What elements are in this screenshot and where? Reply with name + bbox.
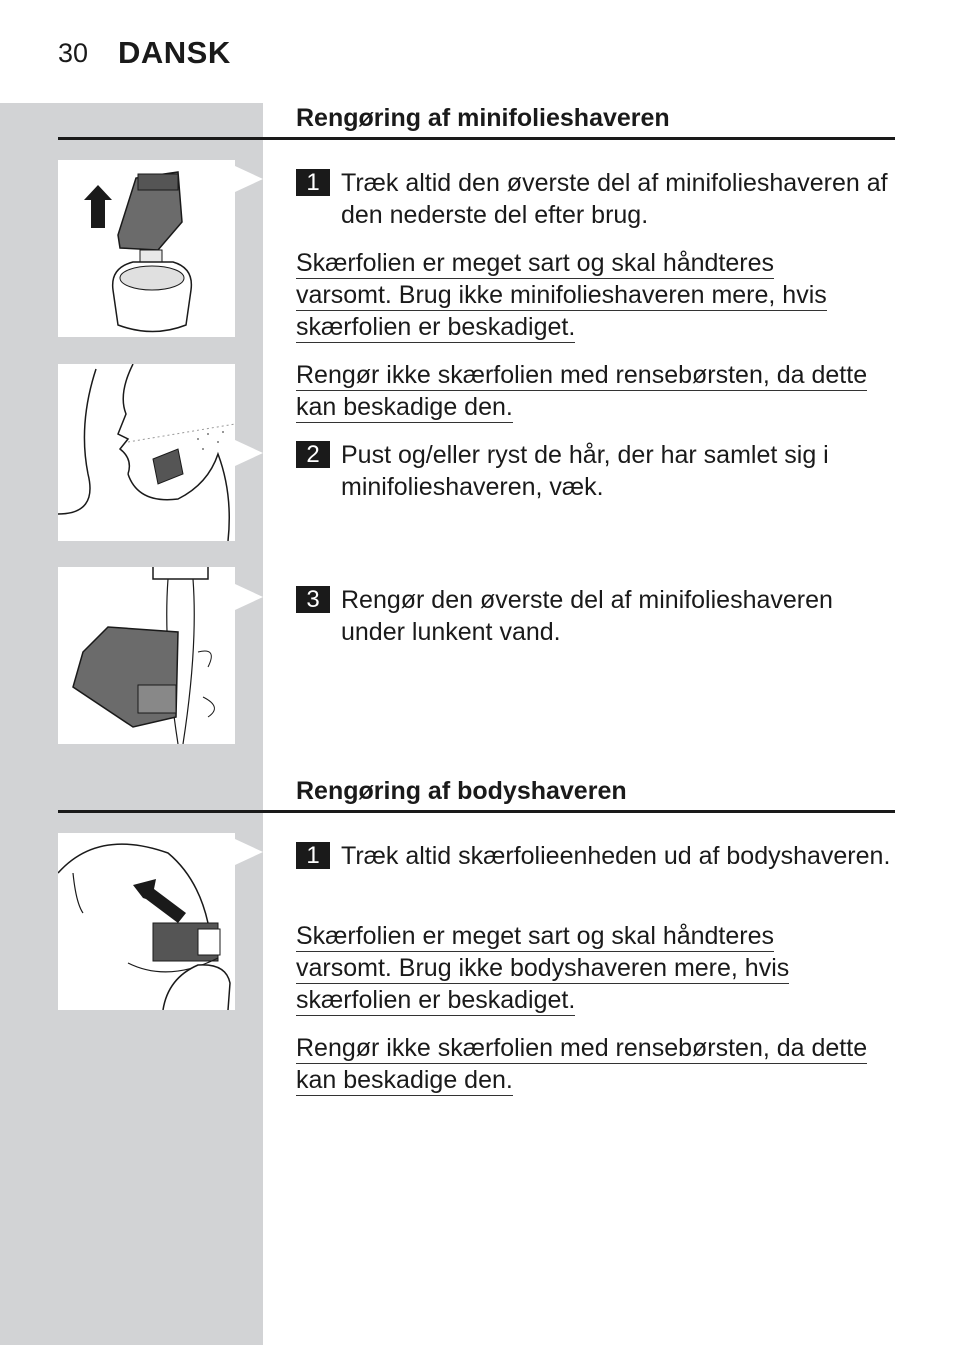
language-heading: DANSK xyxy=(118,35,231,70)
warning-line-2: kan beskadige den. xyxy=(296,393,513,421)
warning-line-1: Rengør ikke skærfolien med rensebørsten, da dette xyxy=(296,361,868,389)
step-text: Træk altid skærfolieenheden ud af bodyshaveren. xyxy=(341,842,891,870)
caution-line-1: Skærfolien er meget sart og skal håndteres xyxy=(296,922,775,950)
pointer-arrow xyxy=(235,584,263,610)
step-text: Rengør den øverste del af minifolieshaveren under lunkent vand. xyxy=(341,586,833,646)
caution-line-3: skærfolien er beskadiget. xyxy=(296,986,576,1014)
section-rule xyxy=(58,810,895,813)
section-title-bodyshaver: Rengøring af bodyshaveren xyxy=(296,777,627,805)
step-1-bodyshaver xyxy=(296,840,896,872)
step-number: 3 xyxy=(296,586,330,613)
caution-note-minifoil xyxy=(296,247,896,343)
section-title-minifoil: Rengøring af minifolieshaveren xyxy=(296,104,670,132)
step-number: 1 xyxy=(296,842,330,869)
warning-line-2: kan beskadige den. xyxy=(296,1066,513,1094)
caution-note-bodyshaver xyxy=(296,920,896,1016)
step-3-minifoil xyxy=(296,584,896,648)
illustration-blow-hairs xyxy=(58,364,235,541)
caution-line-2: varsomt. Brug ikke minifolieshaveren mere, hvis xyxy=(296,281,827,309)
caution-line-3: skærfolien er beskadiget. xyxy=(296,313,576,341)
illustration-rinse xyxy=(58,567,235,744)
warning-note-bodyshaver xyxy=(296,1032,896,1096)
step-number: 1 xyxy=(296,169,330,196)
caution-line-1: Skærfolien er meget sart og skal håndteres xyxy=(296,249,775,277)
step-1-minifoil xyxy=(296,167,896,231)
pointer-arrow xyxy=(235,440,263,466)
section-rule xyxy=(58,137,895,140)
page-number: 30 xyxy=(58,38,89,68)
warning-note-minifoil xyxy=(296,359,896,423)
pointer-arrow xyxy=(235,839,263,865)
step-2-minifoil xyxy=(296,439,896,503)
warning-line-1: Rengør ikke skærfolien med rensebørsten, da dette xyxy=(296,1034,868,1062)
pointer-arrow xyxy=(235,166,263,192)
illustration-remove-foil-unit xyxy=(58,833,235,1010)
caution-line-2: varsomt. Brug ikke bodyshaveren mere, hvis xyxy=(296,954,790,982)
step-text: Pust og/eller ryst de hår, der har samlet sig i minifolieshaveren, væk. xyxy=(341,441,829,501)
step-number: 2 xyxy=(296,441,330,468)
step-text: Træk altid den øverste del af minifolieshaveren af den nederste del efter brug. xyxy=(341,169,888,229)
illustration-remove-top xyxy=(58,160,235,337)
